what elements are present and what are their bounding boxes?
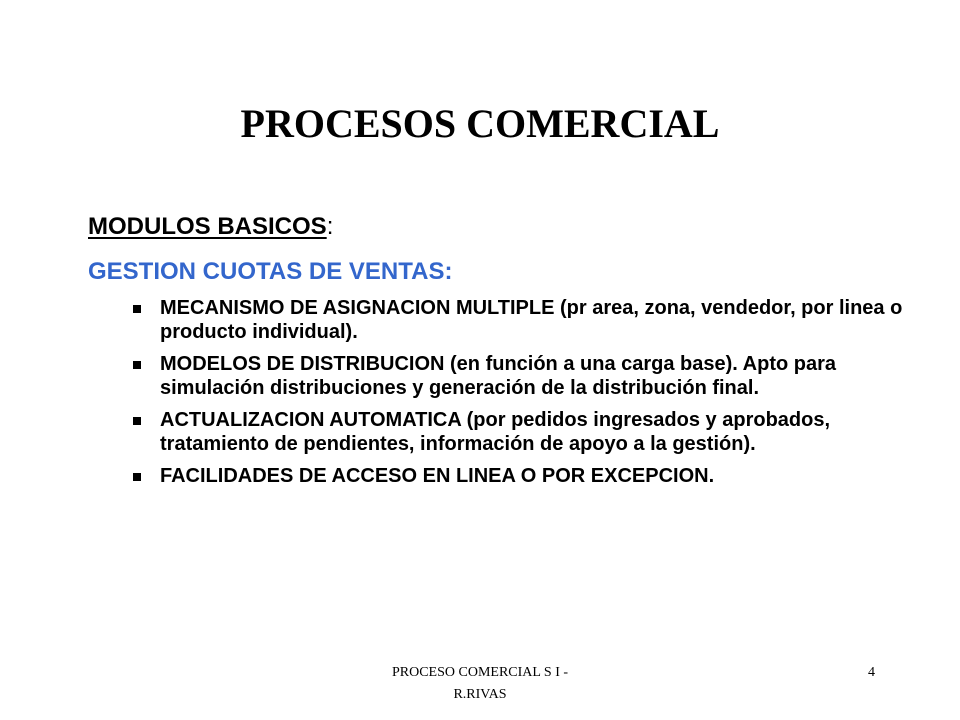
bullet-item xyxy=(128,352,908,400)
section-heading-text: MODULOS BASICOS xyxy=(88,213,327,240)
square-bullet-icon xyxy=(133,305,141,313)
square-bullet-icon xyxy=(133,417,141,425)
slide-title: PROCESOS COMERCIAL xyxy=(240,101,720,146)
footer-line-1: PROCESO COMERCIAL S I - xyxy=(391,665,569,680)
page-number: 4 xyxy=(868,665,875,680)
bullet-text: FACILIDADES DE ACCESO EN LINEA O POR EXCEPCION. xyxy=(160,465,715,487)
bullet-list xyxy=(128,296,908,496)
square-bullet-icon xyxy=(133,361,141,369)
bullet-text: ACTUALIZACION AUTOMATICA (por pedidos ingresados y aprobados, tratamiento de pendientes, información de apoyo a la gestión). xyxy=(160,409,831,455)
subheading: GESTION CUOTAS DE VENTAS: xyxy=(88,258,453,285)
bullet-text: MODELOS DE DISTRIBUCION (en función a una carga base). Apto para simulación distribuciones y generación de la distribución final. xyxy=(160,353,837,399)
bullet-item xyxy=(128,296,908,344)
section-heading xyxy=(88,212,333,242)
bullet-item xyxy=(128,408,908,456)
bullet-item xyxy=(128,464,908,488)
footer-line-2: R.RIVAS xyxy=(453,687,507,702)
footer-text xyxy=(330,662,630,706)
section-heading-colon: : xyxy=(326,213,334,240)
square-bullet-icon xyxy=(133,473,141,481)
bullet-text: MECANISMO DE ASIGNACION MULTIPLE (pr area, zona, vendedor, por linea o producto individual). xyxy=(160,297,903,343)
